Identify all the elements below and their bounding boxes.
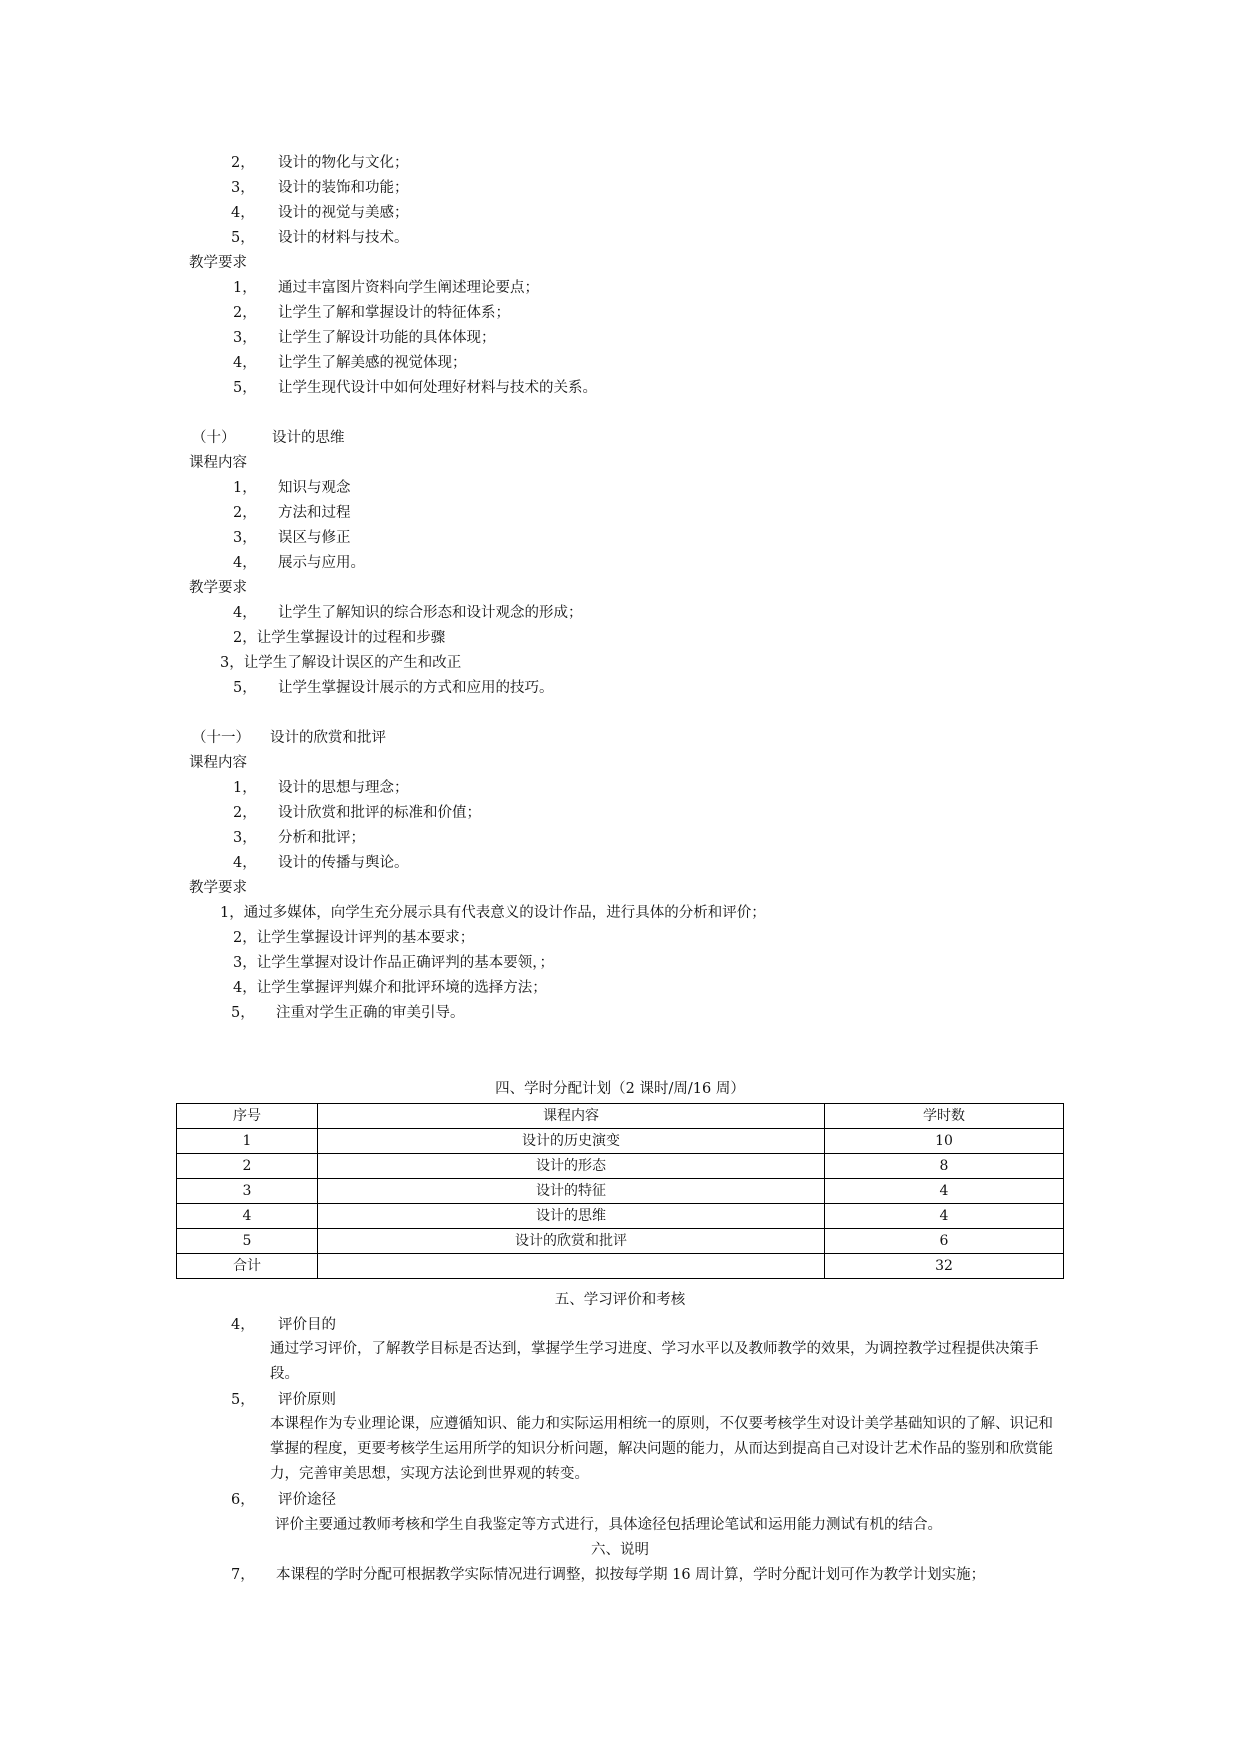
evaluation-item-body: 通过学习评价，了解教学目标是否达到，掌握学生学习进度、学习水平以及教师教学的效果，为调控教学过程提供决策手段。 — [270, 1341, 1039, 1382]
table-cell: 2 — [177, 1154, 318, 1179]
course-content-heading: 课程内容 — [189, 455, 247, 471]
section-number: （十） — [192, 430, 236, 446]
table-cell: 5 — [177, 1229, 318, 1254]
section-title: 设计的思维 — [272, 430, 345, 446]
table-cell: 设计的欣赏和批评 — [318, 1229, 825, 1254]
list-number: 3， — [233, 830, 257, 846]
teaching-requirements-heading: 教学要求 — [189, 255, 247, 271]
list-item: 设计的思想与理念； — [278, 780, 409, 796]
table-title: 四、学时分配计划（2 课时/周/16 周） — [495, 1081, 745, 1097]
list-item: 1，通过多媒体，向学生充分展示具有代表意义的设计作品，进行具体的分析和评价； — [220, 905, 766, 921]
list-number: 5， — [233, 380, 257, 396]
list-number: 4， — [231, 205, 255, 221]
table-cell: 设计的形态 — [318, 1154, 825, 1179]
schedule-table — [176, 1103, 1064, 1279]
list-number: 4， — [233, 855, 257, 871]
evaluation-item-title: 评价目的 — [278, 1317, 336, 1333]
list-number: 2， — [233, 805, 257, 821]
list-item: 方法和过程 — [278, 505, 351, 521]
table-cell: 设计的思维 — [318, 1204, 825, 1229]
table-cell: 设计的历史演变 — [318, 1129, 825, 1154]
list-number: 3， — [233, 530, 257, 546]
evaluation-item-title: 评价原则 — [278, 1392, 336, 1408]
header-cell: 学时数 — [825, 1104, 1064, 1129]
table-cell: 6 — [825, 1229, 1064, 1254]
header-cell: 序号 — [177, 1104, 318, 1129]
list-number: 2， — [233, 505, 257, 521]
list-item: 让学生了解设计功能的具体体现； — [278, 330, 496, 346]
list-number: 4， — [233, 555, 257, 571]
list-item: 通过丰富图片资料向学生阐述理论要点； — [278, 280, 539, 296]
list-item: 让学生现代设计中如何处理好材料与技术的关系。 — [278, 380, 597, 396]
list-item: 设计欣赏和批评的标准和价值； — [278, 805, 481, 821]
list-item: 让学生了解美感的视觉体现； — [278, 355, 467, 371]
table-row — [177, 1204, 1064, 1229]
list-item: 让学生掌握设计展示的方式和应用的技巧。 — [278, 680, 554, 696]
list-number: 5， — [231, 1392, 255, 1408]
evaluation-item-title: 评价途径 — [278, 1492, 336, 1508]
list-number: 1， — [233, 780, 257, 796]
list-item: 知识与观念 — [278, 480, 351, 496]
list-item: 设计的传播与舆论。 — [278, 855, 409, 871]
list-number: 1， — [233, 280, 257, 296]
list-number: 4， — [233, 605, 257, 621]
table-row — [177, 1229, 1064, 1254]
list-number: 4， — [231, 1317, 255, 1333]
list-item: 设计的物化与文化； — [278, 155, 409, 171]
table-cell: 4 — [825, 1204, 1064, 1229]
list-number: 6， — [231, 1492, 255, 1508]
list-number: 2， — [231, 155, 255, 171]
section-title: 设计的欣赏和批评 — [270, 730, 386, 746]
table-cell: 32 — [825, 1254, 1064, 1279]
list-number: 5， — [233, 680, 257, 696]
list-item: 让学生了解知识的综合形态和设计观念的形成； — [278, 605, 583, 621]
teaching-requirements-heading: 教学要求 — [189, 880, 247, 896]
list-number: 3， — [233, 330, 257, 346]
table-total-row — [177, 1254, 1064, 1279]
list-number: 5， — [231, 1005, 255, 1021]
table-cell: 3 — [177, 1179, 318, 1204]
evaluation-heading: 五、学习评价和考核 — [554, 1292, 686, 1308]
table-header-row — [177, 1104, 1064, 1129]
list-item: 注重对学生正确的审美引导。 — [276, 1005, 465, 1021]
table-cell: 合计 — [177, 1254, 318, 1279]
table-cell — [318, 1254, 825, 1279]
table-cell: 设计的特征 — [318, 1179, 825, 1204]
list-item: 分析和批评； — [278, 830, 365, 846]
evaluation-item-body: 评价主要通过教师考核和学生自我鉴定等方式进行，具体途径包括理论笔试和运用能力测试有机的结合。 — [275, 1517, 942, 1533]
table-cell: 4 — [825, 1179, 1064, 1204]
list-item: 让学生了解和掌握设计的特征体系； — [278, 305, 510, 321]
list-item: 设计的视觉与美感； — [278, 205, 409, 221]
evaluation-item-body: 本课程作为专业理论课，应遵循知识、能力和实际运用相统一的原则，不仅要考核学生对设计美学基础知识的了解、识记和掌握的程度，更要考核学生运用所学的知识分析问题，解决问题的能力，从而达到提高自己对设计艺术作品的鉴别和欣赏能力，完善审美思想，实现方法论到世界观的转变。 — [270, 1416, 1053, 1482]
section-number: （十一） — [192, 730, 250, 746]
teaching-requirements-heading: 教学要求 — [189, 580, 247, 596]
list-item: 4，让学生掌握评判媒介和批评环境的选择方法； — [233, 980, 547, 996]
header-cell: 课程内容 — [318, 1104, 825, 1129]
list-number: 3， — [231, 180, 255, 196]
table-cell: 1 — [177, 1129, 318, 1154]
list-item: 展示与应用。 — [278, 555, 365, 571]
list-item: 误区与修正 — [278, 530, 351, 546]
table-row — [177, 1129, 1064, 1154]
list-number: 4， — [233, 355, 257, 371]
course-content-heading: 课程内容 — [189, 755, 247, 771]
notes-item: 本课程的学时分配可根据教学实际情况进行调整，拟按每学期 16 周计算，学时分配计划可作为教学计划实施； — [276, 1567, 986, 1583]
notes-heading: 六、说明 — [591, 1542, 649, 1558]
table-cell: 4 — [177, 1204, 318, 1229]
list-number: 2， — [233, 305, 257, 321]
table-cell: 8 — [825, 1154, 1064, 1179]
list-item: 设计的装饰和功能； — [278, 180, 409, 196]
list-item: 2，让学生掌握设计的过程和步骤 — [233, 630, 446, 646]
list-item: 3，让学生了解设计误区的产生和改正 — [220, 655, 462, 671]
list-number: 7， — [231, 1567, 255, 1583]
table-row — [177, 1154, 1064, 1179]
list-item: 3，让学生掌握对设计作品正确评判的基本要领，； — [233, 955, 554, 971]
table-cell: 10 — [825, 1129, 1064, 1154]
list-item: 2，让学生掌握设计评判的基本要求； — [233, 930, 475, 946]
list-number: 1， — [233, 480, 257, 496]
list-item: 设计的材料与技术。 — [278, 230, 409, 246]
list-number: 5， — [231, 230, 255, 246]
table-row — [177, 1179, 1064, 1204]
